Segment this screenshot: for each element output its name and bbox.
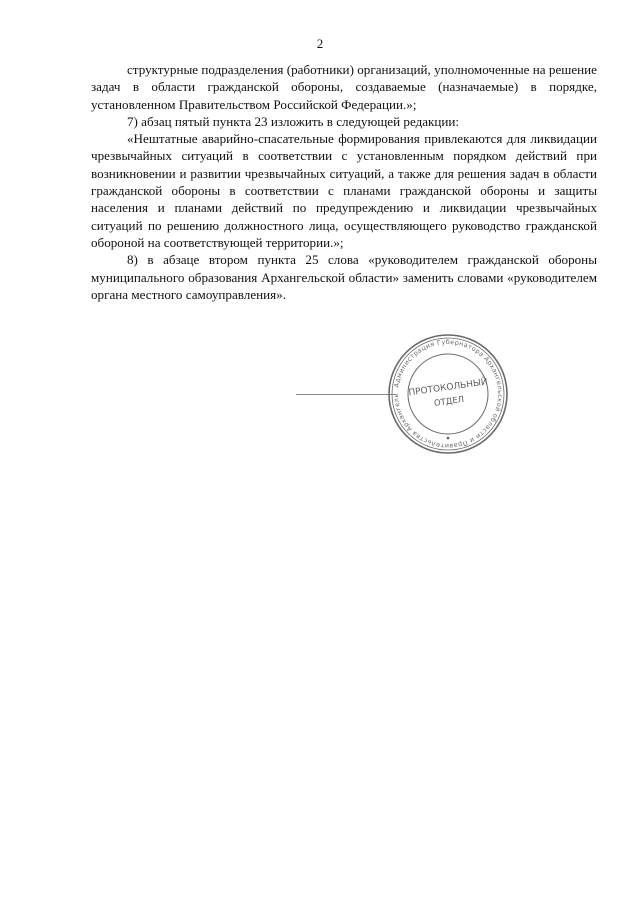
paragraph-quote: «Нештатные аварийно-спасательные формирования привлекаются для ликвидации чрезвычайных ситуаций в соответствии с установленным порядком действий при возникновении и развитии чрезвычайных ситуаций, а также для решения задач в области гражданской обороны в соответствии с планами гражданской обороны и защиты населения и планами действий по предупреждению и ликвидации чрезвычайных ситуаций по решению должностного лица, осуществляющего руководство гражданской обороной на соответствующей территории.»;	[91, 131, 597, 250]
paragraph-item-8: 8) в абзаце втором пункта 25 слова «руководителем гражданской обороны муниципального образования Архангельской области» заменить словами «руководителем органа местного самоуправления».	[91, 252, 597, 302]
stamp-outer-text: Администрация Губернатора Архангельской области и Правительства Архангель	[391, 337, 505, 451]
document-body	[91, 61, 597, 303]
paragraph-continuation: структурные подразделения (работники) организаций, уполномоченные на решение задач в области гражданской обороны, создаваемые (назначаемые) в порядке, установленном Правительством Российской Федерации.»;	[91, 62, 597, 112]
stamp-seal	[386, 332, 510, 456]
stamp-center-line1: ПРОТОКОЛЬНЫЙ	[407, 377, 489, 399]
signature-line	[296, 394, 396, 395]
stamp-center-line2: ОТДЕЛ	[433, 394, 465, 409]
page-number: 2	[316, 36, 324, 51]
stamp-dot	[447, 437, 450, 440]
paragraph-item-7: 7) абзац пятый пункта 23 изложить в следующей редакции:	[127, 113, 460, 129]
stamp-seal-graphic	[386, 332, 510, 456]
